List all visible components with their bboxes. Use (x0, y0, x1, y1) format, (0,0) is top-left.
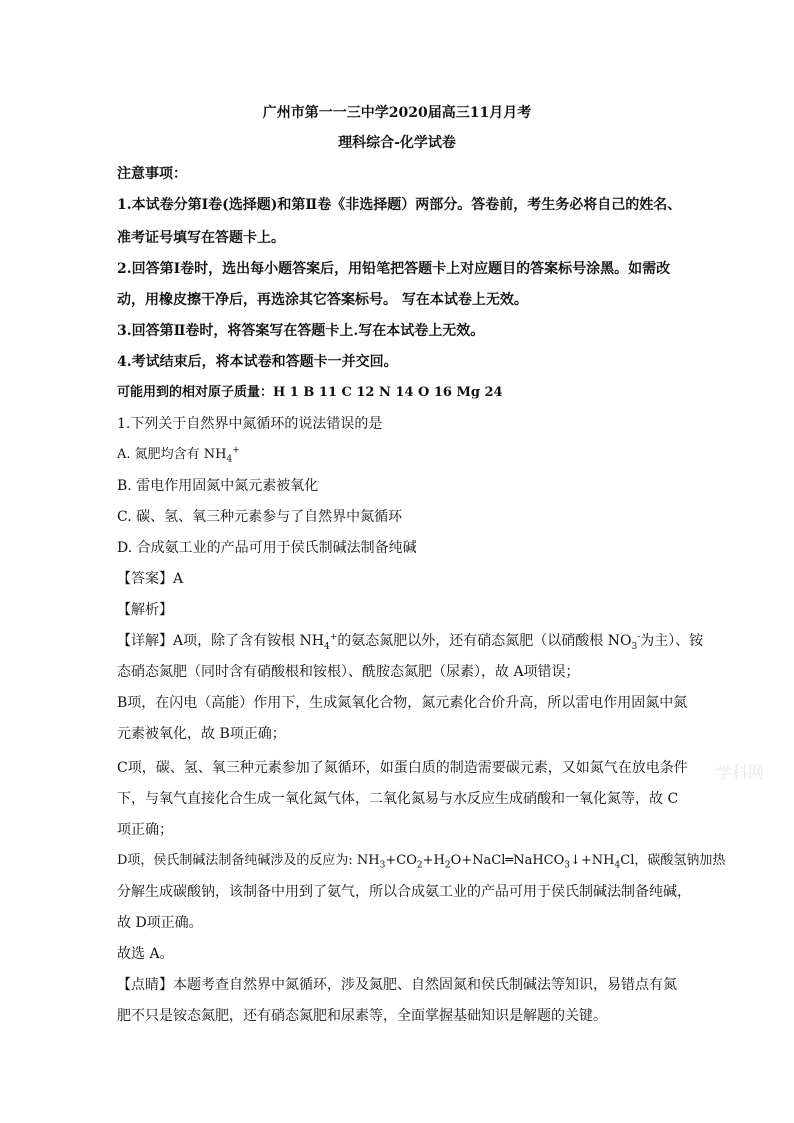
detail-paragraph-c-line-3: 项正确； (117, 822, 173, 838)
question-1-option-c: C. 碳、氢、氧三种元素参与了自然界中氮循环 (117, 509, 403, 525)
detail-paragraph-b-line-2: 元素被氧化，故 B项正确； (117, 726, 286, 742)
answer-label: 【答案】A (117, 571, 184, 587)
atomic-mass-line: 可能用到的相对原子质量：H 1 B 11 C 12 N 14 O 16 Mg 24 (117, 385, 503, 400)
detail-paragraph-d-line-2: 分解生成碳酸钠，该制备中用到了氨气，所以合成氨工业的产品可用于侯氏制碱法制备纯碱， (117, 884, 691, 900)
notice-heading: 注意事项： (117, 166, 187, 182)
notice-item-1-line-2: 准考证号填写在答题卡上。 (117, 230, 285, 246)
detail-paragraph-b-line-1: B项，在闪电（高能）作用下，生成氮氧化合物，氮元素化合价升高，所以雷电作用固氮中氮 (117, 695, 688, 711)
notice-item-1-line-1: 1.本试卷分第Ⅰ卷(选择题)和第Ⅱ卷《非选择题）两部分。答卷前，考生务必将自己的姓名、 (117, 197, 682, 213)
exam-subtitle: 理科综合-化学试卷 (338, 135, 456, 151)
detail-paragraph-a-line-1: 【详解】A项，除了含有铵根 $NH_4^+$的氨态氮肥以外，还有硝态氮肥（以硝酸根 $NO_3^-$为主）、铵 (117, 632, 704, 652)
conclusion-line: 故选 A。 (117, 946, 174, 962)
notice-item-3: 3.回答第Ⅱ卷时，将答案写在答题卡上.写在本试卷上无效。 (117, 323, 485, 339)
comment-line-1: 【点睛】本题考查自然界中氮循环，涉及氮肥、自然固氮和侯氏制碱法等知识，易错点有氮 (117, 977, 677, 993)
watermark: 学科网 (716, 763, 765, 782)
exam-title: 广州市第一一三中学2020届高三11月月考 (262, 105, 532, 121)
notice-item-2-line-2: 动，用橡皮擦干净后，再选涂其它答案标号。 写在本试卷上无效。 (117, 292, 528, 308)
detail-paragraph-d-line-1: D项，侯氏制碱法制备纯碱涉及的反应为: $NH_3+CO_2+H_2O+NaCl═NaHCO_3↓+NH_4Cl$，碳酸氢钠加热 (117, 853, 726, 871)
question-1-option-a: A. 氮肥均含有 $NH_4^+$ (117, 445, 240, 465)
notice-item-2-line-1: 2.回答第Ⅰ卷时，选出每小题答案后，用铅笔把答题卡上对应题目的答案标号涂黑。如需改 (117, 261, 671, 277)
detail-paragraph-c-line-1: C项，碳、氢、氧三种元素参加了氮循环，如蛋白质的制造需要碳元素，又如氮气在放电条件 (117, 760, 688, 776)
comment-line-2: 肥不只是铵态氮肥，还有硝态氮肥和尿素等，全面掌握基础知识是解题的关键。 (117, 1008, 607, 1024)
question-1-stem: 1.下列关于自然界中氮循环的说法错误的是 (117, 416, 383, 432)
detail-paragraph-a-line-2: 态硝态氮肥（同时含有硝酸根和铵根）、酰胺态氮肥（尿素），故 A项错误； (117, 664, 580, 680)
analysis-label: 【解析】 (117, 602, 173, 618)
question-1-option-b: B. 雷电作用固氮中氮元素被氧化 (117, 478, 319, 494)
detail-paragraph-c-line-2: 下，与氧气直接化合生成一氧化氮气体，二氧化氮易与水反应生成硝酸和一氧化氮等，故 C (117, 791, 679, 807)
detail-paragraph-d-line-3: 故 D项正确。 (117, 915, 203, 931)
notice-item-4: 4.考试结束后，将本试卷和答题卡一并交回。 (117, 354, 398, 370)
question-1-option-d: D. 合成氨工业的产品可用于侯氏制碱法制备纯碱 (117, 540, 417, 556)
